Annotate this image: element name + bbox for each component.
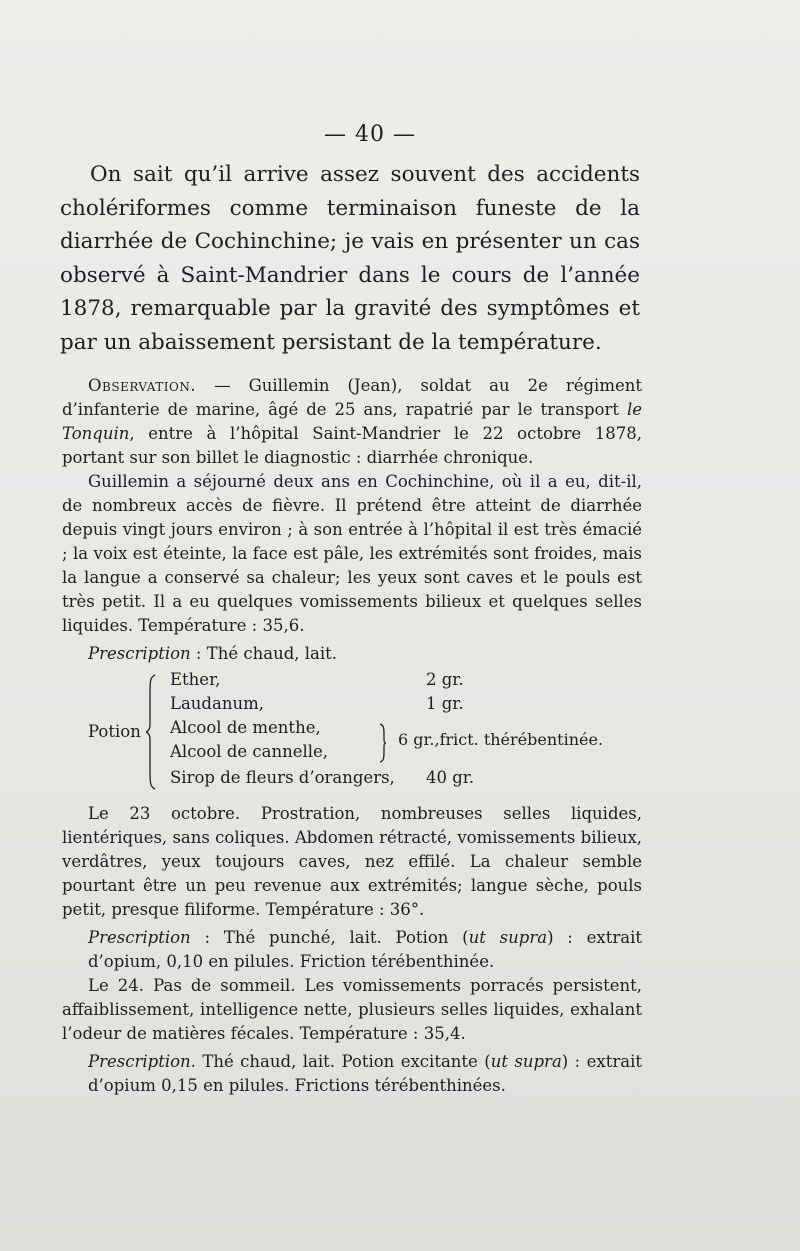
prescription-2-label: Prescription — [88, 928, 191, 947]
prescription-1-text: : Thé chaud, lait. — [190, 644, 338, 663]
prescription-1-label: Prescription — [88, 644, 191, 663]
left-brace-icon — [146, 674, 156, 790]
ingredient-dose: 2 gr. — [426, 670, 464, 689]
right-brace-icon — [379, 723, 387, 763]
history-paragraph: Guillemin a séjourné deux ans en Cochinchine, où il a eu, dit-il, de nombreux accès de fièvre. Il prétend être atteint de diarrhée depuis vingt jours environ ; à son entrée à l’hôpital il est très émacié ; la voix est éteinte, la face est pâle, les extrémités sont froides, mais la langue a conservé sa chaleur; les yeux sont caves et le pouls est très petit. Il a eu quelques vomissements bilieux et quelques selles liquides. Température : 35,6. — [62, 472, 642, 635]
prescription-3 — [62, 1050, 642, 1098]
page-number: — 40 — — [324, 122, 416, 147]
prescription-3-text-a: Thé chaud, lait. Potion excitante ( — [195, 1052, 491, 1071]
prescription-3-ut-supra: ut supra — [490, 1052, 562, 1071]
ingredient-dose: 1 gr. — [426, 694, 464, 713]
ingredient-name: Alcool de cannelle, — [170, 742, 329, 761]
potion-formula — [62, 668, 642, 796]
intro-text: On sait qu’il arrive assez souvent des accidents cholériformes comme terminaison funeste de la diarrhée de Cochinchine; je vais en présenter un cas observé à Saint-Mandrier dans le cours de l’année 1878, remarquable par la gravité des symptômes et par un abaissement persistant de la température. — [60, 162, 640, 355]
ingredient-name: Ether, — [170, 670, 221, 689]
day-24-paragraph: Le 24. Pas de sommeil. Les vomissements porracés persistent, affaiblissement, intelligence nette, plusieurs selles liquides, exhalant l’odeur de matières fécales. Température : 35,4. — [62, 976, 642, 1043]
ingredient-dose: 40 gr. — [426, 768, 475, 787]
intro-paragraph — [60, 158, 640, 359]
prescription-2-text-b: ) : extrait d’opium, 0,10 en pilules. Friction térébenthinée. — [88, 928, 642, 971]
ingredient-name: Alcool de menthe, — [170, 718, 321, 737]
potion-label: Potion — [88, 722, 141, 741]
observation-section — [62, 374, 642, 1098]
prescription-3-label: Prescription. — [88, 1052, 196, 1071]
observation-label: Observation. — [88, 376, 197, 395]
shared-dose: 6 gr.,frict. thérébentinée. — [398, 730, 604, 749]
observation-text-after: , entre à l’hôpital Saint-Mandrier le 22 octobre 1878, portant sur son billet le diagnostic : diarrhée chronique. — [62, 424, 642, 467]
day-23-paragraph: Le 23 octobre. Prostration, nombreuses selles liquides, lientériques, sans coliques. Abdomen rétracté, vomissements bilieux, verdâtres, yeux toujours caves, nez effilé. La chaleur semble pourtant être un peu revenue aux extrémités; langue sèche, pouls petit, presque filiforme. Température : 36°. — [62, 804, 642, 919]
ingredient-name: Sirop de fleurs d’orangers, — [170, 768, 395, 787]
observation-paragraph — [62, 374, 642, 470]
ingredient-name: Laudanum, — [170, 694, 264, 713]
prescription-2 — [62, 926, 642, 974]
observation-text-before: — Guillemin (Jean), soldat au 2e régiment d’infanterie de marine, âgé de 25 ans, rapatrié par le transport — [62, 376, 642, 419]
prescription-2-ut-supra: ut supra — [468, 928, 548, 947]
prescription-3-text-b: ) : extrait d’opium 0,15 en pilules. Frictions térébenthinées. — [88, 1052, 642, 1095]
prescription-1 — [62, 642, 642, 666]
prescription-2-text-a: : Thé punché, lait. Potion ( — [190, 928, 469, 947]
ship-name: le Tonquin — [62, 400, 642, 443]
